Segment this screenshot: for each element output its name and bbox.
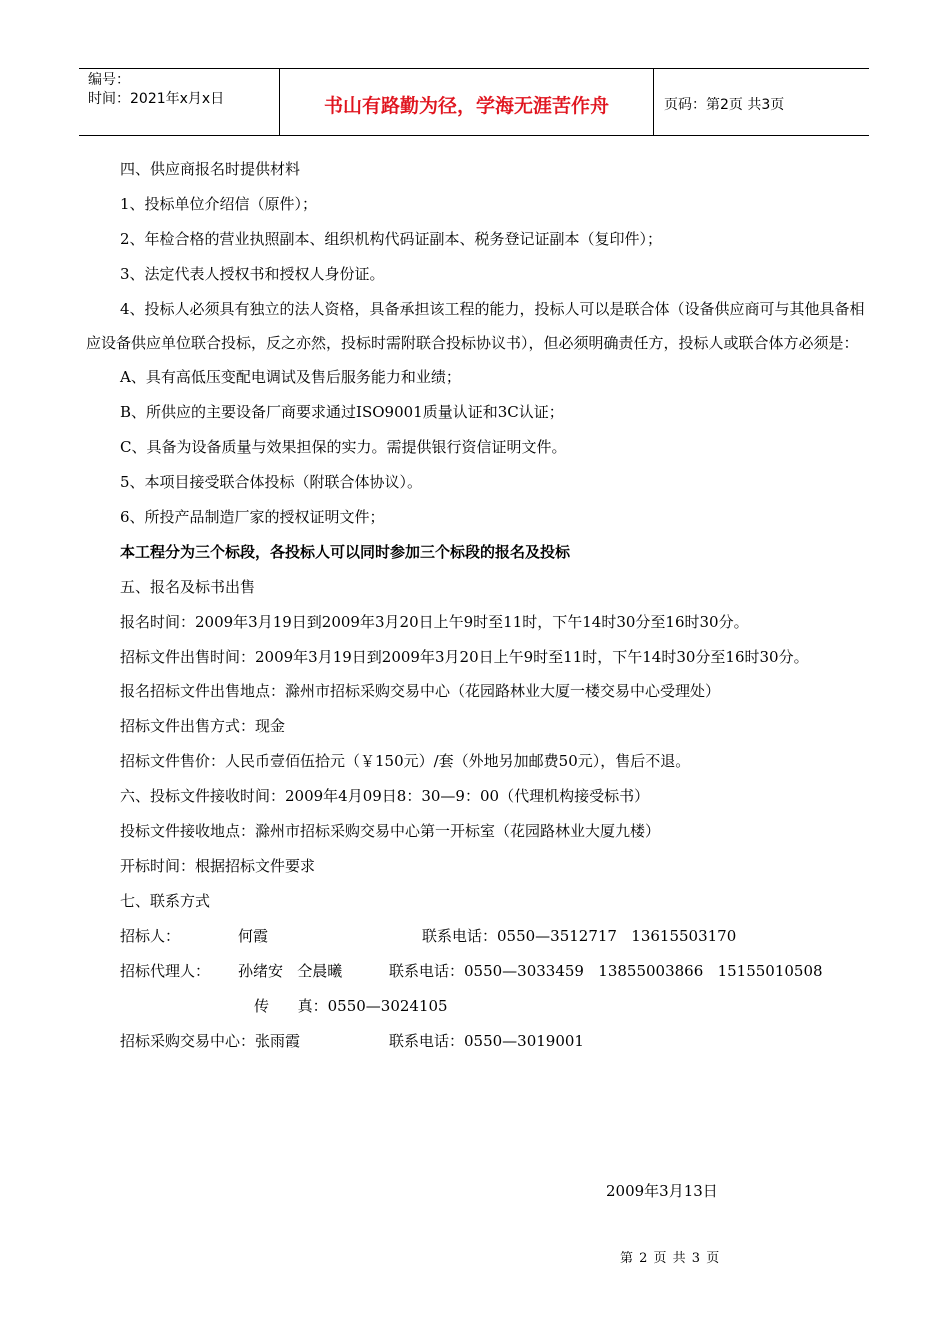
section5-title: 五、报名及标书出售 <box>120 578 256 596</box>
fax-label: 传 真：0550—3024105 <box>254 997 448 1015</box>
center-label: 招标采购交易中心：张雨霞 <box>120 1032 301 1050</box>
item-b: B、所供应的主要设备厂商要求通过ISO9001质量认证和3C认证； <box>120 403 564 421</box>
section7-title: 七、联系方式 <box>120 892 211 910</box>
header-page-label: 页码：第2页 共3页 <box>664 97 785 113</box>
item-c: C、具备为设备质量与效果担保的实力。需提供银行资信证明文件。 <box>120 438 567 456</box>
item-a: A、具有高低压变配电调试及售后服务能力和业绩； <box>120 368 461 386</box>
header-motto: 书山有路勤为径，学海无涯苦作舟 <box>280 69 654 135</box>
tenderer-phone: 联系电话：0550—3512717 13615503170 <box>422 927 737 945</box>
receive-place: 投标文件接收地点：滁州市招标采购交易中心第一开标室（花园路林业大厦九楼） <box>120 822 661 840</box>
agent-label: 招标代理人： <box>120 962 211 980</box>
contact-tenderer <box>86 919 866 954</box>
agent-phone: 联系电话：0550—3033459 13855003866 15155010508 <box>389 962 823 980</box>
signup-time: 报名时间：2009年3月19日到2009年3月20日上午9时至11时，下午14时30分至16时30分。 <box>120 613 749 631</box>
doc-sale-time: 招标文件出售时间：2009年3月19日到2009年3月20日上午9时至11时，下午14时30分至16时30分。 <box>120 648 809 666</box>
contact-fax <box>86 989 866 1024</box>
tenderer-label: 招标人： <box>120 927 181 945</box>
sale-method: 招标文件出售方式：现金 <box>120 717 286 735</box>
item-1: 1、投标单位介绍信（原件）； <box>120 195 318 213</box>
page-footer: 第 2 页 共 3 页 <box>620 1251 721 1266</box>
section6-title: 六、投标文件接收时间：2009年4月09日8：30—9：00（代理机构接受标书） <box>120 787 650 805</box>
agent-names: 孙绪安 仝晨曦 <box>238 962 343 980</box>
center-phone: 联系电话：0550—3019001 <box>389 1032 584 1050</box>
section4-title: 四、供应商报名时提供材料 <box>120 160 301 178</box>
open-time: 开标时间：根据招标文件要求 <box>120 857 316 875</box>
document-body <box>86 152 866 1059</box>
sale-place: 报名招标文件出售地点：滁州市招标采购交易中心（花园路林业大厦一楼交易中心受理处） <box>120 682 721 700</box>
sale-price: 招标文件售价：人民币壹佰伍拾元（￥150元）/套（外地另加邮费50元），售后不退。 <box>120 752 691 770</box>
tenderer-name: 何霞 <box>238 927 269 945</box>
number-label: 编号： <box>88 72 130 88</box>
item-6: 6、所投产品制造厂家的授权证明文件； <box>120 508 385 526</box>
item-2: 2、年检合格的营业执照副本、组织机构代码证副本、税务登记证副本（复印件）； <box>120 230 663 248</box>
contact-agent <box>86 954 866 989</box>
contact-center <box>86 1024 866 1059</box>
item-4: 4、投标人必须具有独立的法人资格，具备承担该工程的能力，投标人可以是联合体（设备供应商可与其他具备相应设备供应单位联合投标，反之亦然，投标时需附联合投标协议书），但必须明确责任方，投标人或联合体方必须是： <box>86 300 865 352</box>
header-meta <box>79 69 280 135</box>
bold-note: 本工程分为三个标段，各投标人可以同时参加三个标段的报名及投标 <box>120 543 571 561</box>
item-5: 5、本项目接受联合体投标（附联合体协议）。 <box>120 473 423 491</box>
item-3: 3、法定代表人授权书和授权人身份证。 <box>120 265 385 283</box>
document-date: 2009年3月13日 <box>606 1182 718 1200</box>
time-label: 时间：2021年x月x日 <box>88 91 225 107</box>
document-header <box>79 68 869 136</box>
